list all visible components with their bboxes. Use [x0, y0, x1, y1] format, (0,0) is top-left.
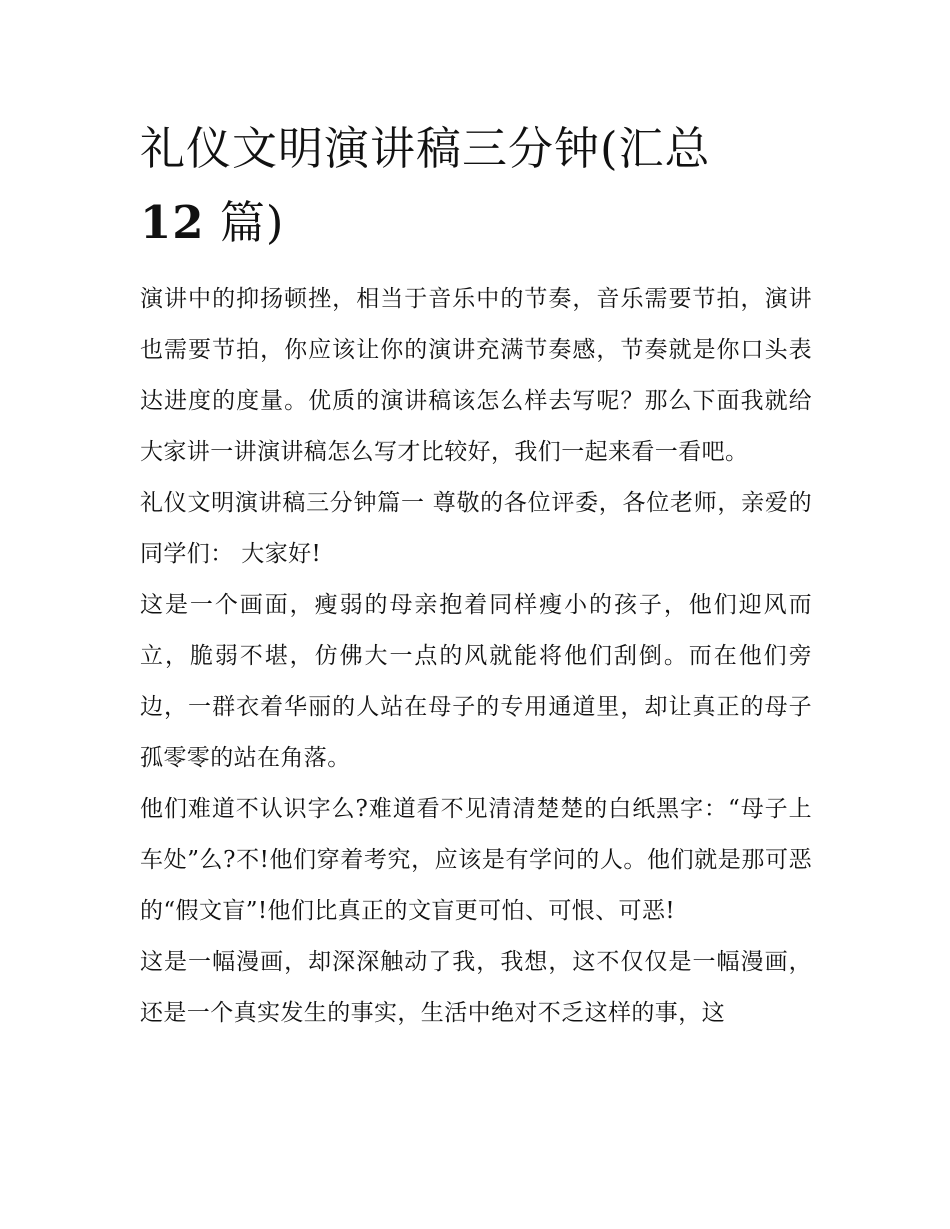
intro-paragraph: 演讲中的抑扬顿挫，相当于音乐中的节奏，音乐需要节拍，演讲也需要节拍，你应该让你的演讲充满节奏感，节奏就是你口头表达进度的度量。优质的演讲稿该怎么样去写呢？那么下面我就给大家讲一讲演讲稿怎么写才比较好，我们一起来看一看吧。	[140, 286, 812, 465]
document-content	[140, 112, 812, 1039]
body-paragraph: 他们难道不认识字么?难道看不见清清楚楚的白纸黑字：“母子上车处”么?不!他们穿着考究，应该是有学问的人。他们就是那可恶的“假文盲”!他们比真正的文盲更可怕、可恨、可恶!	[140, 796, 812, 924]
body-paragraph: 这是一个画面，瘦弱的母亲抱着同样瘦小的孩子，他们迎风而立，脆弱不堪，仿佛大一点的风就能将他们刮倒。而在他们旁边，一群衣着华丽的人站在母子的专用通道里，却让真正的母子孤零零的站在角落。	[140, 592, 812, 771]
body-paragraph: 这是一幅漫画，却深深触动了我，我想，这不仅仅是一幅漫画，还是一个真实发生的事实，生活中绝对不乏这样的事，这	[140, 949, 812, 1026]
document-title	[140, 112, 812, 260]
title-text: 礼仪文明演讲稿三分钟(汇总	[140, 122, 711, 175]
title-number: 12	[140, 196, 205, 249]
title-suffix: 篇)	[204, 196, 285, 249]
speech-opening-paragraph: 礼仪文明演讲稿三分钟篇一 尊敬的各位评委，各位老师，亲爱的同学们： 大家好!	[140, 490, 812, 567]
